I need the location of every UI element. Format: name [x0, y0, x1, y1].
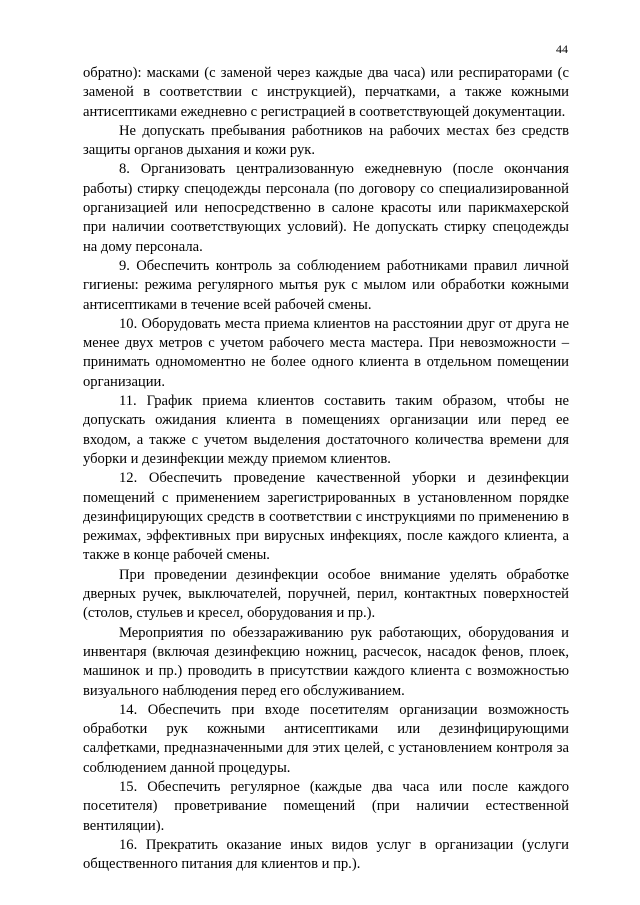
paragraph-disinfection-attention: При проведении дезинфекции особое внимание уделять обработке дверных ручек, выключателей, поручней, перил, контактных поверхностей (столов, стульев и кресел, оборудования и пр.).	[83, 566, 569, 622]
paragraph-no-protection: Не допускать пребывания работников на рабочих местах без средств защиты органов дыхания и кожи рук.	[83, 122, 569, 159]
paragraph-item-8: 8. Организовать централизованную ежедневную (после окончания работы) стирку спецодежды персонала (по договору со специализированной организацией или непосредственно в салоне красоты или парикмахерской при наличии соответствующих условий). Не допускать стирку спецодежды на дому персонала.	[83, 161, 569, 255]
paragraph-item-12: 12. Обеспечить проведение качественной уборки и дезинфекции помещений с применением зарегистрированных в установленном порядке дезинфицирующих средств в соответствии с инструкциями по применению в режимах, эффективных при вирусных инфекциях, после каждого клиента, а также в конце рабочей смены.	[83, 470, 569, 564]
page-number: 44	[556, 42, 568, 56]
paragraph-item-15: 15. Обеспечить регулярное (каждые два часа или после каждого посетителя) проветривание помещений (при наличии естественной вентиляции).	[83, 778, 569, 834]
paragraph-item-11: 11. График приема клиентов составить таким образом, чтобы не допускать ожидания клиента в помещениях организации или перед ее входом, а также с учетом выделения достаточного количества времени для уборки и дезинфекции между приемом клиентов.	[83, 393, 569, 467]
paragraph-item-16: 16. Прекратить оказание иных видов услуг в организации (услуги общественного питания для клиентов и пр.).	[83, 836, 569, 873]
paragraph-item-9: 9. Обеспечить контроль за соблюдением работниками правил личной гигиены: режима регулярного мытья рук с мылом или обработки кожными антисептиками в течение всей рабочей смены.	[83, 257, 569, 313]
paragraph-continuation: обратно): масками (с заменой через каждые два часа) или респираторами (с заменой в соответствии с инструкцией), перчатками, а также кожными антисептиками ежедневно с регистрацией в соответствующей документации.	[83, 65, 569, 120]
paragraph-item-14: 14. Обеспечить при входе посетителям организации возможность обработки рук кожными антисептиками или дезинфицирующими салфетками, предназначенными для этих целей, с установлением контроля за соблюдением данной процедуры.	[83, 701, 569, 776]
paragraph-hand-disinfection: Мероприятия по обеззараживанию рук работающих, оборудования и инвентаря (включая дезинфекцию ножниц, расчесок, насадок фенов, плоек, машинок и пр.) проводить в присутствии каждого клиента с возможностью визуального наблюдения перед его обслуживанием.	[83, 624, 569, 699]
paragraph-item-10: 10. Оборудовать места приема клиентов на расстоянии друг от друга не менее двух метров с учетом рабочего места мастера. При невозможности – принимать одномоментно не более одного клиента в отдельном помещении организации.	[83, 315, 569, 390]
document-body	[83, 64, 569, 874]
